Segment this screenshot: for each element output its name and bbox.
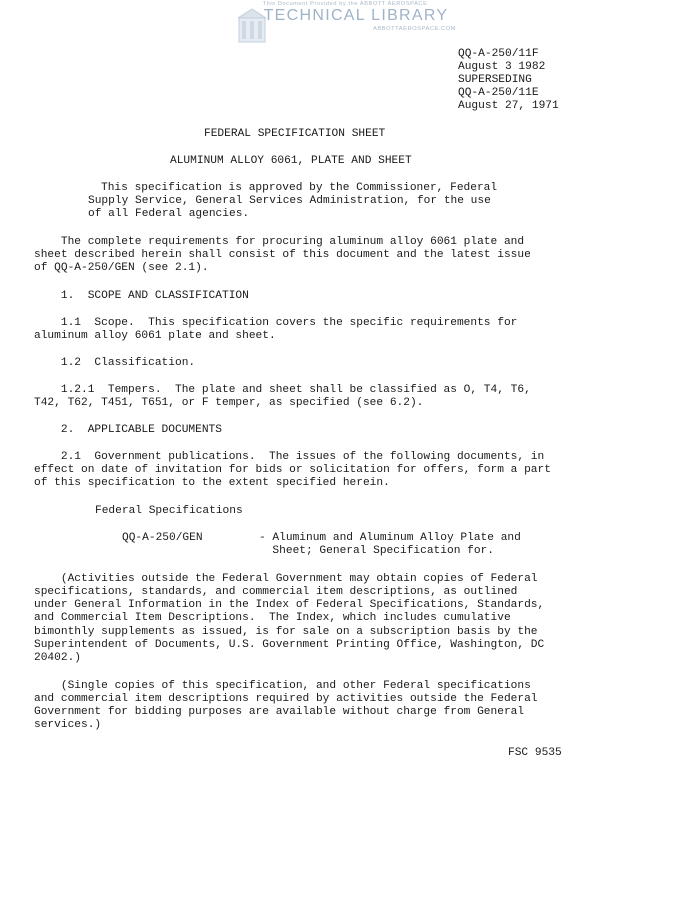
publications-line: 2.1 Government publications. The issues of the following documents, in <box>34 451 545 463</box>
single-copies-note-line: services.) <box>34 719 102 731</box>
activities-note-line: under General Information in the Index of Federal Specifications, Standards, <box>34 599 545 611</box>
activities-note-line: (Activities outside the Federal Government may obtain copies of Federal <box>34 573 538 585</box>
approval-line: Supply Service, General Services Administration, for the use <box>88 195 491 207</box>
reference-id: QQ-A-250/GEN <box>122 532 203 544</box>
watermark <box>232 0 458 46</box>
approval-line: of all Federal agencies. <box>88 208 250 220</box>
fsc-code: FSC 9535 <box>508 747 562 759</box>
scope-line: aluminum alloy 6061 plate and sheet. <box>34 330 276 342</box>
tempers-line: T42, T62, T451, T651, or F temper, as specified (see 6.2). <box>34 397 424 409</box>
subject-title: ALUMINUM ALLOY 6061, PLATE AND SHEET <box>170 155 412 167</box>
federal-specifications-label: Federal Specifications <box>95 505 243 517</box>
tempers-line: 1.2.1 Tempers. The plate and sheet shall be classified as O, T4, T6, <box>34 384 531 396</box>
intro-line: The complete requirements for procuring aluminum alloy 6061 plate and <box>34 236 525 248</box>
activities-note-line: Superintendent of Documents, U.S. Government Printing Office, Washington, DC <box>34 639 545 651</box>
section-2-heading: 2. APPLICABLE DOCUMENTS <box>34 424 222 436</box>
classification-heading: 1.2 Classification. <box>34 357 196 369</box>
activities-note-line: and Commercial Item Descriptions. The Index, which includes cumulative <box>34 612 511 624</box>
publications-line: effect on date of invitation for bids or solicitation for offers, form a part <box>34 464 551 476</box>
scope-line: 1.1 Scope. This specification covers the specific requirements for <box>34 317 518 329</box>
section-1-heading: 1. SCOPE AND CLASSIFICATION <box>34 290 249 302</box>
superseded-date: August 27, 1971 <box>458 100 559 112</box>
intro-line: sheet described herein shall consist of this document and the latest issue <box>34 249 531 261</box>
superseded-id: QQ-A-250/11E <box>458 87 539 99</box>
single-copies-note-line: (Single copies of this specification, and other Federal specifications <box>34 680 531 692</box>
doc-id: QQ-A-250/11F <box>458 48 539 60</box>
activities-note-line: 20402.) <box>34 652 81 664</box>
watermark-title: TECHNICAL LIBRARY <box>263 7 449 24</box>
activities-note-line: bimonthly supplements as issued, is for sale on a subscription basis by the <box>34 626 538 638</box>
approval-line: This specification is approved by the Commissioner, Federal <box>101 182 498 194</box>
intro-line: of QQ-A-250/GEN (see 2.1). <box>34 262 209 274</box>
activities-note-line: specifications, standards, and commercial item descriptions, as outlined <box>34 586 518 598</box>
reference-description: - Aluminum and Aluminum Alloy Plate and <box>259 532 521 544</box>
doc-date: August 3 1982 <box>458 61 546 73</box>
reference-description: Sheet; General Specification for. <box>259 545 494 557</box>
watermark-url: ABBOTTAEROSPACE.COM <box>372 26 456 32</box>
publications-line: of this specification to the extent specified herein. <box>34 477 390 489</box>
single-copies-note-line: and commercial item descriptions required by activities outside the Federal <box>34 693 538 705</box>
watermark-provided-by: This Document Provided by the ABBOTT AEROSPACE <box>262 1 428 7</box>
sheet-title: FEDERAL SPECIFICATION SHEET <box>204 128 386 140</box>
superseding-label: SUPERSEDING <box>458 74 532 86</box>
single-copies-note-line: Government for bidding purposes are available without charge from General <box>34 706 525 718</box>
